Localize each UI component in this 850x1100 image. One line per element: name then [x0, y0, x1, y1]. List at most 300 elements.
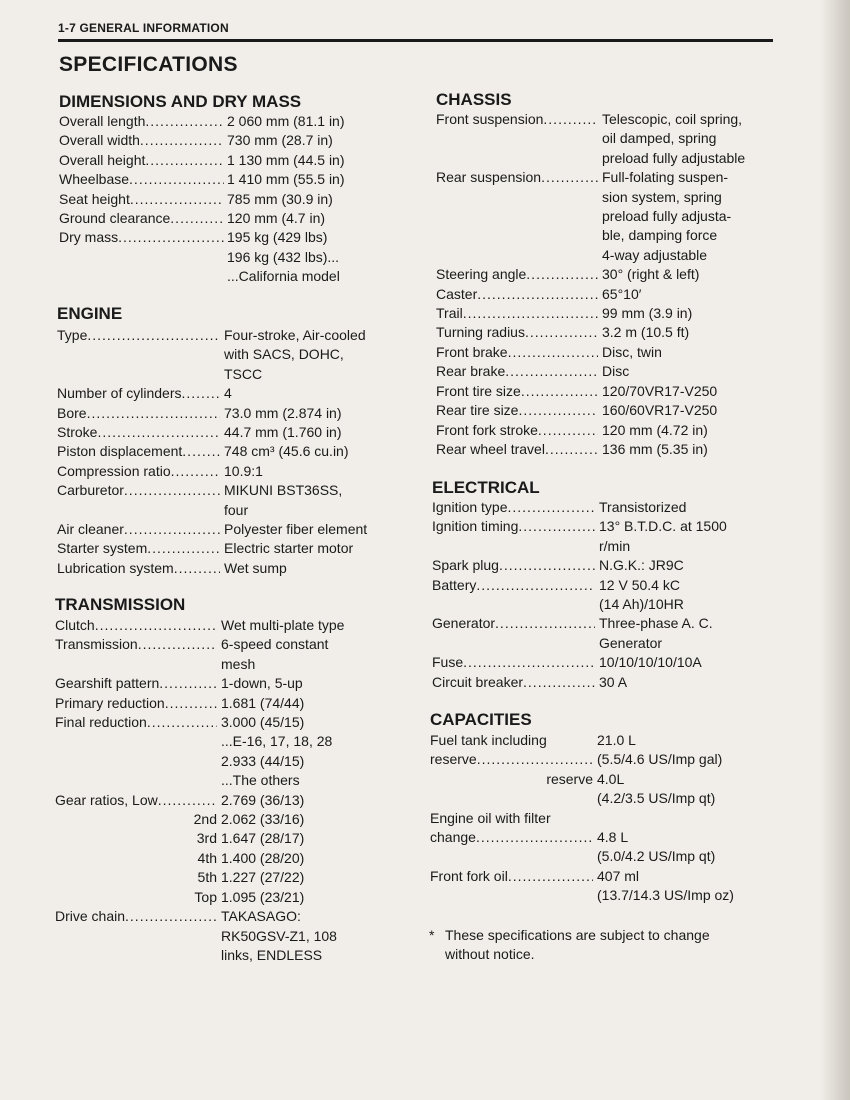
spec-label — [430, 789, 593, 808]
spec-row — [55, 655, 344, 674]
spec-label — [59, 190, 224, 209]
spec-value: 1-down, 5-up — [221, 675, 303, 692]
spec-label — [436, 304, 598, 323]
spec-value: four — [224, 501, 249, 518]
spec-label-text: Rear brake — [436, 363, 506, 380]
spec-row — [432, 653, 727, 672]
spec-label — [430, 867, 593, 886]
spec-row — [436, 421, 745, 440]
spec-label-text: Stroke — [57, 424, 98, 441]
spec-value: 730 mm (28.7 in) — [227, 132, 333, 149]
spec-label — [55, 674, 217, 693]
spec-value: ...E-16, 17, 18, 28 — [221, 733, 333, 750]
spec-row — [432, 576, 727, 595]
spec-row — [59, 228, 345, 247]
spec-value: ble, damping force — [602, 227, 718, 244]
spec-label — [55, 927, 217, 946]
spec-value: (5.0/4.2 US/Imp qt) — [597, 848, 716, 865]
spec-value: with SACS, DOHC, — [224, 346, 344, 363]
section-heading-electrical: ELECTRICAL — [432, 478, 540, 497]
spec-label — [55, 868, 217, 887]
spec-label-text: Caster — [436, 285, 478, 302]
spec-value: 196 kg (432 lbs)... — [227, 248, 340, 265]
spec-label — [436, 129, 598, 148]
spec-label — [57, 365, 220, 384]
spec-value: 160/60VR17-V250 — [602, 402, 718, 419]
spec-row — [436, 401, 745, 420]
spec-label — [436, 265, 598, 284]
spec-value: 4.8 L — [597, 829, 629, 846]
spec-row — [432, 537, 727, 556]
spec-label — [430, 886, 593, 905]
spec-row — [432, 517, 727, 536]
spec-label — [432, 517, 595, 536]
spec-value: (13.7/14.3 US/Imp oz) — [597, 887, 734, 904]
spec-value: 1.095 (23/21) — [221, 888, 305, 905]
spec-label — [55, 829, 217, 848]
spec-label — [59, 248, 224, 267]
spec-label — [57, 481, 220, 500]
spec-value: 2.062 (33/16) — [221, 811, 305, 828]
spec-value: 136 mm (5.35 in) — [602, 440, 708, 457]
spec-row — [59, 190, 345, 209]
spec-label-text: Generator — [432, 615, 496, 632]
spec-label-text: Overall length — [59, 113, 146, 129]
spec-label — [57, 404, 220, 423]
page-title: SPECIFICATIONS — [59, 53, 238, 76]
spec-row — [55, 907, 344, 926]
spec-label — [57, 384, 220, 403]
spec-label-text: Rear wheel travel — [436, 440, 545, 457]
spec-value: Transistorized — [599, 499, 687, 515]
spec-row — [55, 888, 344, 907]
spec-label — [436, 168, 598, 187]
spec-label-text: 5th — [197, 869, 217, 886]
spec-row — [59, 248, 345, 267]
spec-row — [55, 849, 344, 868]
spec-value: r/min — [599, 537, 631, 554]
spec-label — [430, 770, 593, 789]
spec-value: 2.933 (44/15) — [221, 752, 305, 769]
spec-label — [59, 228, 224, 247]
spec-label — [432, 537, 595, 556]
spec-label-text: Drive chain — [55, 908, 126, 925]
spec-list-chassis — [436, 110, 745, 459]
spec-value: 6-speed constant — [221, 636, 329, 653]
spec-row — [59, 131, 345, 150]
spec-label-text: Front brake — [436, 343, 508, 360]
spec-label — [57, 520, 220, 539]
spec-row — [55, 732, 344, 751]
spec-list-engine — [57, 326, 367, 578]
spec-label-text: 2nd — [193, 811, 217, 828]
spec-value: (14 Ah)/10HR — [599, 596, 684, 613]
footnote — [429, 926, 710, 965]
spec-label-text: Rear suspension — [436, 169, 542, 186]
spec-label — [59, 209, 224, 228]
spec-value: TSCC — [224, 365, 263, 382]
spec-label — [436, 401, 598, 420]
spec-value: 1 130 mm (44.5 in) — [227, 151, 345, 168]
spec-label-text: Final reduction — [55, 714, 147, 731]
spec-label-text: Clutch — [55, 617, 95, 633]
spec-label — [57, 462, 220, 481]
spec-row — [57, 462, 367, 481]
spec-label — [436, 110, 598, 129]
section-heading-engine: ENGINE — [57, 304, 123, 323]
spec-label — [55, 849, 217, 868]
spec-row — [55, 829, 344, 848]
spec-value: Telescopic, coil spring, — [602, 111, 743, 127]
spec-label — [57, 442, 220, 461]
spec-value: Electric starter motor — [224, 540, 354, 557]
spec-label — [57, 326, 220, 345]
spec-row — [436, 110, 745, 129]
spec-label-text: Battery — [432, 576, 477, 593]
spec-label — [432, 498, 595, 517]
spec-row — [436, 440, 745, 459]
spec-value: preload fully adjusta- — [602, 208, 732, 225]
spec-value: RK50GSV-Z1, 108 — [221, 927, 337, 944]
spec-label-text: 3rd — [196, 830, 217, 847]
spec-label — [430, 809, 593, 828]
spec-value: Wet multi-plate type — [221, 617, 345, 633]
spec-value: ...The others — [221, 772, 300, 789]
spec-row — [430, 886, 734, 905]
spec-value: 4-way adjustable — [602, 246, 708, 263]
spec-row — [57, 520, 367, 539]
spec-value: 1.681 (74/44) — [221, 694, 305, 711]
spec-label — [430, 731, 593, 750]
spec-row — [59, 112, 345, 131]
spec-label-text: Fuse — [432, 654, 464, 671]
section-heading-chassis: CHASSIS — [436, 90, 512, 109]
spec-row — [436, 304, 745, 323]
spec-value: 10/10/10/10/10A — [599, 654, 702, 671]
spec-value: (5.5/4.6 US/Imp gal) — [597, 751, 723, 768]
spec-label — [55, 694, 217, 713]
spec-value: 1 410 mm (55.5 in) — [227, 171, 345, 188]
spec-value: Four-stroke, Air-cooled — [224, 327, 366, 343]
section-heading-transmission: TRANSMISSION — [55, 595, 186, 614]
spec-row — [436, 226, 745, 245]
spec-list-capacities — [430, 731, 734, 906]
spec-row — [57, 481, 367, 500]
spec-value: 99 mm (3.9 in) — [602, 305, 693, 322]
spec-label-text: Ignition timing — [432, 518, 519, 535]
spec-label — [436, 362, 598, 381]
spec-value: 1.400 (28/20) — [221, 849, 305, 866]
spec-label — [432, 556, 595, 575]
spec-label-text: Spark plug — [432, 557, 499, 574]
spec-row — [59, 151, 345, 170]
spec-row — [436, 168, 745, 187]
spec-value: 65°10′ — [602, 285, 642, 302]
spec-row — [59, 170, 345, 189]
spec-value: (4.2/3.5 US/Imp qt) — [597, 790, 716, 807]
spec-row — [55, 752, 344, 771]
page-edge-shadow — [820, 0, 850, 1100]
spec-row — [57, 384, 367, 403]
spec-list-electrical — [432, 498, 727, 692]
spec-value: 120/70VR17-V250 — [602, 382, 718, 399]
spec-label — [55, 635, 217, 654]
spec-row — [436, 149, 745, 168]
spec-row — [59, 209, 345, 228]
spec-label — [436, 149, 598, 168]
spec-row — [436, 265, 745, 284]
spec-value: 2.769 (36/13) — [221, 791, 305, 808]
spec-label — [432, 614, 595, 633]
spec-row — [436, 207, 745, 226]
spec-row — [436, 323, 745, 342]
spec-row — [55, 694, 344, 713]
spec-label — [55, 732, 217, 751]
spec-value: 21.0 L — [597, 732, 636, 748]
spec-value: N.G.K.: JR9C — [599, 557, 684, 574]
spec-label-text: Overall width — [59, 132, 140, 149]
spec-label — [57, 501, 220, 520]
spec-label — [436, 207, 598, 226]
spec-row — [432, 634, 727, 653]
spec-label — [436, 382, 598, 401]
spec-row — [57, 423, 367, 442]
spec-label-text: Turning radius — [436, 324, 525, 341]
footnote-line-1: These specifications are subject to change — [445, 927, 710, 943]
spec-value: 30 A — [599, 673, 628, 690]
spec-value: 195 kg (429 lbs) — [227, 229, 328, 246]
spec-row — [55, 713, 344, 732]
spec-label — [436, 323, 598, 342]
spec-label-text: 4th — [197, 849, 217, 866]
spec-value: 748 cm³ (45.6 cu.in) — [224, 443, 349, 460]
spec-label-text: Primary reduction — [55, 694, 165, 711]
spec-label — [57, 539, 220, 558]
spec-label-text: Steering angle — [436, 266, 527, 283]
spec-label — [432, 595, 595, 614]
spec-value: links, ENDLESS — [221, 946, 323, 963]
spec-row — [55, 810, 344, 829]
spec-row — [57, 404, 367, 423]
spec-label — [55, 946, 217, 965]
header-rule — [58, 39, 773, 42]
spec-row — [436, 285, 745, 304]
spec-label — [432, 634, 595, 653]
spec-label — [436, 440, 598, 459]
footnote-line-2: without notice. — [445, 946, 535, 963]
spec-label-text: Gearshift pattern — [55, 675, 160, 692]
spec-label — [432, 576, 595, 595]
spec-row — [436, 188, 745, 207]
spec-label — [55, 655, 217, 674]
spec-row — [430, 867, 734, 886]
spec-label-text: Ignition type — [432, 499, 508, 515]
section-heading-capacities: CAPACITIES — [430, 710, 532, 729]
spec-value: 12 V 50.4 kC — [599, 576, 680, 593]
spec-label — [57, 559, 220, 578]
spec-value: Full-folating suspen- — [602, 169, 729, 186]
spec-label-text: Overall height — [59, 151, 146, 168]
spec-value: 73.0 mm (2.874 in) — [224, 404, 342, 421]
spec-value: Generator — [599, 634, 663, 651]
spec-row — [57, 539, 367, 558]
spec-label — [432, 673, 595, 692]
spec-row — [55, 868, 344, 887]
spec-value: MIKUNI BST36SS, — [224, 482, 343, 499]
spec-row — [436, 362, 745, 381]
spec-label — [55, 713, 217, 732]
spec-row — [55, 791, 344, 810]
spec-row — [430, 770, 734, 789]
spec-label-text: Engine oil with filter — [430, 809, 551, 826]
spec-value: 3.000 (45/15) — [221, 714, 305, 731]
spec-label-text: Compression ratio — [57, 462, 171, 479]
spec-label-text: Air cleaner — [57, 521, 124, 538]
spec-label-text: Lubrication system — [57, 559, 174, 576]
spec-label — [59, 170, 224, 189]
spec-value: Disc — [602, 363, 630, 380]
spec-row — [430, 847, 734, 866]
spec-label — [55, 810, 217, 829]
spec-row — [57, 345, 367, 364]
spec-label-text: Type — [57, 327, 88, 343]
spec-label — [55, 907, 217, 926]
spec-label — [432, 653, 595, 672]
spec-value: Polyester fiber element — [224, 521, 368, 538]
spec-label — [436, 246, 598, 265]
spec-value: 3.2 m (10.5 ft) — [602, 324, 690, 341]
spec-label-text: Front suspension — [436, 111, 544, 127]
spec-value: 4.0L — [597, 770, 625, 787]
spec-label-text: Bore — [57, 404, 87, 421]
spec-row — [57, 365, 367, 384]
spec-label-text: Wheelbase — [59, 171, 130, 188]
spec-label-text: Transmission — [55, 636, 138, 653]
spec-label — [430, 828, 593, 847]
spec-value: 1.227 (27/22) — [221, 869, 305, 886]
spec-label — [436, 285, 598, 304]
spec-value: 1.647 (28/17) — [221, 830, 305, 847]
spec-label — [55, 771, 217, 790]
spec-row — [55, 927, 344, 946]
spec-label — [430, 847, 593, 866]
spec-label-text: Ground clearance — [59, 210, 171, 227]
spec-label — [55, 791, 217, 810]
spec-label — [55, 616, 217, 635]
spec-value: 2 060 mm (81.1 in) — [227, 113, 345, 129]
page-header: 1-7 GENERAL INFORMATION — [58, 21, 229, 35]
spec-value: 13° B.T.D.C. at 1500 — [599, 518, 727, 535]
spec-row — [55, 616, 344, 635]
spec-value: 785 mm (30.9 in) — [227, 190, 333, 207]
spec-label-text: change — [430, 829, 476, 846]
spec-row — [55, 674, 344, 693]
spec-list-dimensions — [59, 112, 345, 287]
spec-label-text: Fuel tank including — [430, 732, 547, 748]
spec-label — [436, 226, 598, 245]
spec-label-text: Carburetor — [57, 482, 124, 499]
spec-row — [432, 595, 727, 614]
spec-label-text: reserve — [546, 770, 593, 787]
spec-row — [57, 559, 367, 578]
section-heading-dimensions: DIMENSIONS AND DRY MASS — [59, 92, 302, 111]
spec-value: 10.9:1 — [224, 462, 263, 479]
spec-value: Three-phase A. C. — [599, 615, 713, 632]
spec-label — [59, 112, 224, 131]
spec-label-text: Top — [194, 888, 217, 905]
spec-value: 44.7 mm (1.760 in) — [224, 424, 342, 441]
spec-value: 120 mm (4.7 in) — [227, 210, 326, 227]
spec-row — [436, 382, 745, 401]
spec-row — [436, 129, 745, 148]
spec-value: Disc, twin — [602, 343, 662, 360]
spec-value: oil damped, spring — [602, 130, 717, 147]
spec-row — [430, 789, 734, 808]
spec-row — [432, 498, 727, 517]
spec-row — [55, 946, 344, 965]
spec-row — [57, 326, 367, 345]
spec-label-text: reserve — [430, 751, 477, 768]
spec-label — [59, 151, 224, 170]
spec-value: mesh — [221, 655, 256, 672]
spec-row — [430, 750, 734, 769]
spec-row — [432, 556, 727, 575]
spec-row — [57, 501, 367, 520]
spec-value: TAKASAGO: — [221, 908, 301, 925]
spec-label-text: Front fork oil — [430, 867, 508, 884]
spec-value: Wet sump — [224, 559, 287, 576]
spec-value: preload fully adjustable — [602, 149, 746, 166]
spec-value: sion system, spring — [602, 188, 722, 205]
spec-label-text: Piston displacement — [57, 443, 183, 460]
spec-label — [436, 421, 598, 440]
spec-label — [436, 343, 598, 362]
spec-label — [57, 345, 220, 364]
spec-label-text: Gear ratios, Low — [55, 791, 158, 808]
spec-row — [59, 267, 345, 286]
spec-row — [436, 246, 745, 265]
spec-value: 407 ml — [597, 867, 640, 884]
spec-list-transmission — [55, 616, 344, 965]
spec-value: 30° (right & left) — [602, 266, 700, 283]
spec-label — [55, 888, 217, 907]
spec-value: 120 mm (4.72 in) — [602, 421, 708, 438]
spec-row — [55, 635, 344, 654]
spec-label-text: Rear tire size — [436, 402, 519, 419]
spec-row — [430, 731, 734, 750]
spec-row — [57, 442, 367, 461]
spec-label-text: Dry mass — [59, 229, 119, 246]
spec-value: ...California model — [227, 268, 340, 285]
spec-row — [436, 343, 745, 362]
spec-row — [432, 614, 727, 633]
spec-label-text: Trail — [436, 305, 463, 322]
spec-label — [55, 752, 217, 771]
spec-row — [432, 673, 727, 692]
spec-label-text: Starter system — [57, 540, 148, 557]
spec-row — [55, 771, 344, 790]
spec-label — [436, 188, 598, 207]
spec-row — [430, 828, 734, 847]
spec-label-text: Circuit breaker — [432, 673, 524, 690]
spec-label-text: Front tire size — [436, 382, 521, 399]
spec-label-text: Seat height — [59, 190, 130, 207]
spec-value: 4 — [224, 385, 232, 402]
footnote-marker: * — [429, 927, 435, 943]
spec-label — [430, 750, 593, 769]
spec-label-text: Front fork stroke — [436, 421, 538, 438]
spec-label-text: Number of cylinders — [57, 385, 182, 402]
